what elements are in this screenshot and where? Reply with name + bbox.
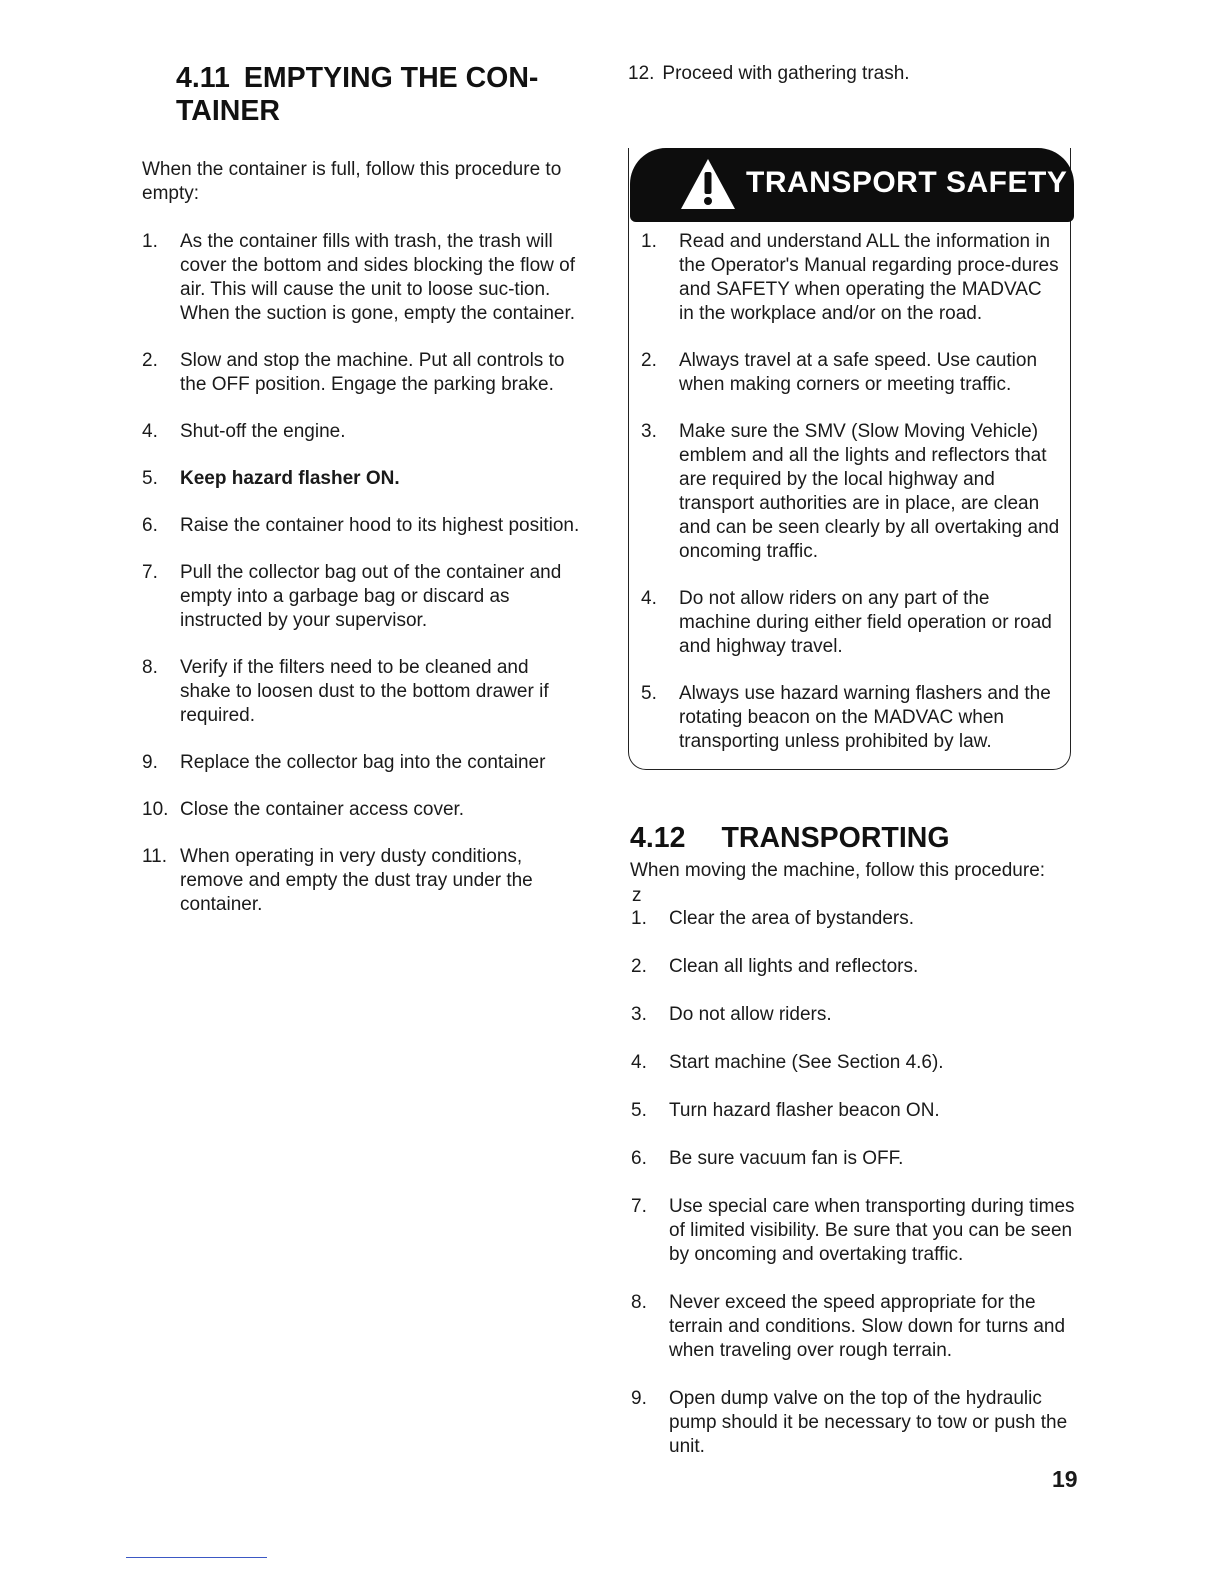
section-411-heading — [176, 62, 582, 128]
step-number: 10. — [142, 799, 169, 820]
section-412-number: 4.12 — [630, 822, 686, 854]
step-number: 6. — [631, 1148, 647, 1169]
step-number: 4. — [631, 1052, 647, 1073]
page-number: 19 — [1052, 1466, 1078, 1492]
step-number: 8. — [631, 1292, 647, 1313]
list-item — [142, 514, 582, 538]
step-text: Use special care when transporting during times of limited visibility. Be sure that you can be seen by oncoming and overtaking traffic. — [669, 1196, 1075, 1265]
transport-safety-banner — [630, 148, 1074, 222]
stray-character: z — [632, 885, 642, 906]
section-411-number: 4.11 — [176, 62, 230, 94]
step-text: Replace the collector bag into the container — [180, 752, 546, 773]
step-text: Clean all lights and reflectors. — [669, 956, 919, 977]
step-number: 2. — [142, 350, 158, 371]
list-item — [641, 349, 1061, 397]
item-text: Make sure the SMV (Slow Moving Vehicle) emblem and all the lights and reflectors that are required by the local highway and transport authorities are in place, are clean and can be seen clearly by all overtaking and oncoming traffic. — [679, 421, 1060, 562]
item-text: Always use hazard warning flashers and the rotating beacon on the MADVAC when transporting unless prohibited by law. — [679, 683, 1051, 752]
step-text: Close the container access cover. — [180, 799, 465, 820]
step-text: Raise the container hood to its highest position. — [180, 515, 580, 536]
step-text: Open dump valve on the top of the hydraulic pump should it be necessary to tow or push the unit. — [669, 1388, 1068, 1457]
step-text: Be sure vacuum fan is OFF. — [669, 1148, 904, 1169]
step-number: 2. — [631, 956, 647, 977]
item-number: 2. — [641, 350, 657, 371]
step-number: 7. — [142, 562, 158, 583]
transport-safety-box — [628, 148, 1071, 770]
item-text: Always travel at a safe speed. Use caution when making corners or meeting traffic. — [679, 350, 1038, 395]
step-text: Pull the collector bag out of the container and empty into a garbage bag or discard as instructed by your supervisor. — [180, 562, 562, 631]
list-item — [142, 349, 582, 397]
list-item — [142, 656, 582, 728]
step-text: Never exceed the speed appropriate for the terrain and conditions. Slow down for turns and when traveling over rough terrain. — [669, 1292, 1066, 1361]
step-number: 11. — [142, 846, 168, 867]
warning-triangle-icon — [678, 156, 738, 212]
section-412-intro: When moving the machine, follow this procedure: — [630, 860, 1046, 881]
step-number: 9. — [631, 1388, 647, 1409]
step-number: 1. — [631, 908, 647, 929]
list-item — [631, 1387, 1076, 1459]
item-number: 4. — [641, 588, 657, 609]
step-number: 9. — [142, 752, 158, 773]
list-item — [641, 682, 1061, 754]
list-item — [631, 907, 1076, 931]
step-text: Turn hazard flasher beacon ON. — [669, 1100, 940, 1121]
step-text: Start machine (See Section 4.6). — [669, 1052, 944, 1073]
step-text: Do not allow riders. — [669, 1004, 832, 1025]
list-item — [142, 467, 582, 491]
list-item — [631, 1003, 1076, 1027]
step-number: 5. — [631, 1100, 647, 1121]
item-number: 3. — [641, 421, 657, 442]
list-item — [641, 420, 1061, 564]
list-item — [631, 1195, 1076, 1267]
list-item — [142, 751, 582, 775]
step-number: 1. — [142, 231, 158, 252]
list-item — [631, 1099, 1076, 1123]
section-412-heading — [630, 822, 949, 855]
right-column — [628, 62, 1075, 1457]
section-411-title-line2: TAINER — [176, 95, 280, 127]
list-item — [142, 845, 582, 917]
step-number: 3. — [631, 1004, 647, 1025]
item-number: 5. — [641, 683, 657, 704]
step-number: 12. — [628, 63, 655, 84]
step-text: As the container fills with trash, the trash will cover the bottom and sides blocking the flow of air. This will cause the unit to loose suc-tion. When the suction is gone, empty the container. — [180, 231, 576, 324]
item-number: 1. — [641, 231, 657, 252]
section-412-title: TRANSPORTING — [721, 822, 950, 854]
item-text: Read and understand ALL the information in the Operator's Manual regarding proce-dures and SAFETY when operating the MADVAC in the workplace and/or on the road. — [679, 231, 1059, 324]
emptying-steps-list — [142, 230, 582, 917]
step-number: 5. — [142, 468, 158, 489]
list-item — [631, 1051, 1076, 1075]
step-text: Slow and stop the machine. Put all controls to the OFF position. Engage the parking brake. — [180, 350, 565, 395]
list-item — [142, 798, 582, 822]
step-text: Shut-off the engine. — [180, 421, 346, 442]
step-text: Verify if the filters need to be cleaned and shake to loosen dust to the bottom drawer if required. — [180, 657, 549, 726]
step-number: 4. — [142, 421, 158, 442]
step-12 — [628, 62, 1073, 86]
section-411-intro: When the container is full, follow this procedure to empty: — [142, 159, 562, 204]
step-text: Keep hazard flasher ON. — [180, 468, 400, 489]
list-item — [631, 1147, 1076, 1171]
step-number: 8. — [142, 657, 158, 678]
list-item — [641, 587, 1061, 659]
list-item — [641, 230, 1061, 326]
list-item — [142, 420, 582, 444]
transport-safety-list — [641, 230, 1061, 777]
section-411-title-line1: EMPTYING THE CON- — [243, 62, 539, 94]
step-text: Clear the area of bystanders. — [669, 908, 915, 929]
list-item — [142, 230, 582, 326]
transport-safety-title: TRANSPORT SAFETY — [746, 166, 1068, 199]
list-item — [631, 955, 1076, 979]
list-item — [631, 1291, 1076, 1363]
left-column — [142, 62, 582, 940]
step-text: When operating in very dusty conditions, remove and empty the dust tray under the container. — [180, 846, 533, 915]
step-number: 6. — [142, 515, 158, 536]
transporting-steps-list — [631, 907, 1076, 1483]
step-text: Proceed with gathering trash. — [662, 63, 910, 84]
step-number: 7. — [631, 1196, 647, 1217]
footer-rule — [126, 1557, 267, 1558]
item-text: Do not allow riders on any part of the machine during either field operation or road and highway travel. — [679, 588, 1052, 657]
list-item — [142, 561, 582, 633]
